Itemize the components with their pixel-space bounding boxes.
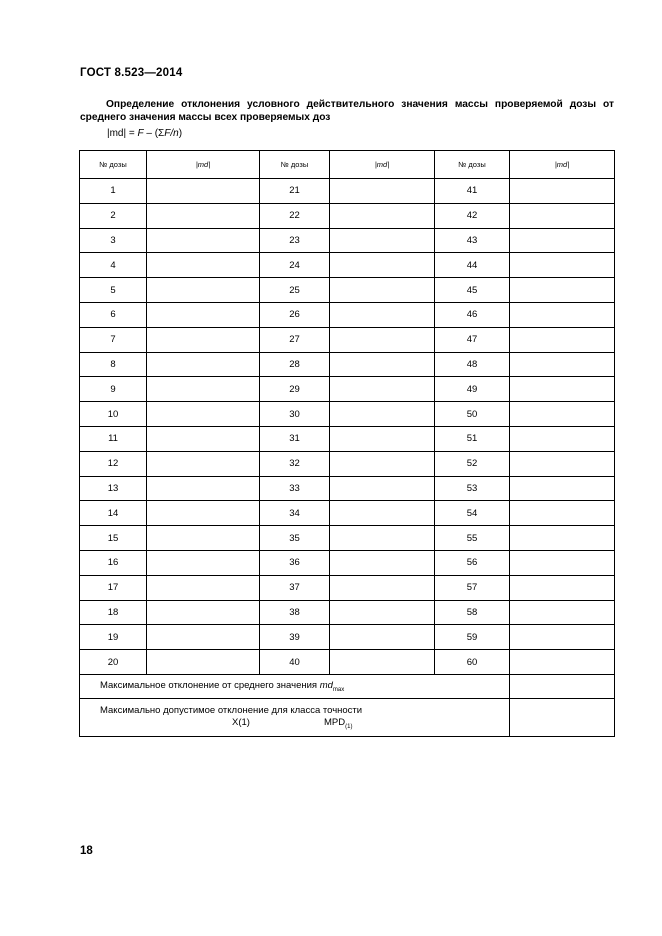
dose-number: 33 [260,476,330,501]
formula-fn: F/n [164,128,179,139]
dose-number: 30 [260,402,330,427]
dose-number: 46 [435,302,510,327]
header-dose-no: № дозы [260,151,330,179]
md-value-cell[interactable] [510,526,615,551]
md-value-cell[interactable] [510,600,615,625]
md-value-cell[interactable] [330,228,435,253]
md-value-cell[interactable] [330,426,435,451]
md-value-cell[interactable] [147,228,260,253]
table-row [80,501,615,526]
intro-paragraph [80,98,614,124]
mpd-class-code: X(1) [232,716,250,728]
md-value-cell[interactable] [330,352,435,377]
md-value-cell[interactable] [330,650,435,675]
md-sub: max [332,686,345,693]
dose-number: 56 [435,550,510,575]
dose-number: 19 [80,625,147,650]
dose-number: 49 [435,377,510,402]
mpd-line-1: Максимально допустимое отклонение для класса точности [100,704,363,716]
document-header: ГОСТ 8.523—2014 [80,67,183,79]
md-value-cell[interactable] [510,451,615,476]
md-value-cell[interactable] [147,278,260,303]
md-value-cell[interactable] [510,402,615,427]
dose-number: 14 [80,501,147,526]
md-value-cell[interactable] [147,501,260,526]
md-value-cell[interactable] [510,550,615,575]
dose-number: 31 [260,426,330,451]
md-value-cell[interactable] [510,352,615,377]
md-value-cell[interactable] [147,575,260,600]
dose-number: 1 [80,179,147,204]
table-row [80,352,615,377]
dose-number: 35 [260,526,330,551]
dose-number: 34 [260,501,330,526]
dose-number: 41 [435,179,510,204]
md-symbol: md [319,679,333,691]
dose-number: 4 [80,253,147,278]
formula-minus: – (Σ [143,128,165,139]
md-value-cell[interactable] [147,253,260,278]
md-value-cell[interactable] [330,179,435,204]
dose-number: 59 [435,625,510,650]
dose-number: 57 [435,575,510,600]
dose-number: 8 [80,352,147,377]
table-row [80,179,615,204]
md-value-cell[interactable] [330,377,435,402]
dose-number: 32 [260,451,330,476]
md-value-cell[interactable] [510,476,615,501]
dose-number: 52 [435,451,510,476]
md-value-cell[interactable] [510,650,615,675]
table-row [80,327,615,352]
md-value-cell[interactable] [330,550,435,575]
dose-number: 28 [260,352,330,377]
mpd-label-text: MPD [324,716,346,728]
md-value-cell[interactable] [330,253,435,278]
md-value-cell[interactable] [147,600,260,625]
md-value-cell[interactable] [147,302,260,327]
dose-number: 54 [435,501,510,526]
dose-number: 55 [435,526,510,551]
table-row [80,253,615,278]
dose-number: 22 [260,203,330,228]
md-value-cell[interactable] [147,625,260,650]
md-value-cell[interactable] [330,625,435,650]
max-deviation-row [80,674,615,698]
md-value-cell[interactable] [510,327,615,352]
dose-number: 5 [80,278,147,303]
dose-number: 15 [80,526,147,551]
header-dose-no: № дозы [80,151,147,179]
table-row [80,377,615,402]
dose-number: 43 [435,228,510,253]
md-value-cell[interactable] [510,179,615,204]
dose-number: 45 [435,278,510,303]
md-value-cell[interactable] [330,203,435,228]
table-header-row [80,151,615,179]
md-value-cell[interactable] [147,402,260,427]
dose-deviation-table [79,150,615,737]
max-deviation-value-cell[interactable] [510,674,615,698]
table-row [80,402,615,427]
dose-number: 16 [80,550,147,575]
header-dose-no: № дозы [435,151,510,179]
dose-number: 36 [260,550,330,575]
md-value-cell[interactable] [510,377,615,402]
formula-left: |md| = [107,128,138,139]
dose-number: 13 [80,476,147,501]
dose-number: 38 [260,600,330,625]
md-value-cell[interactable] [510,203,615,228]
md-value-cell[interactable] [147,179,260,204]
intro-line-1: Определение отклонения условного действительного значения массы проверяемой дозы от [106,99,614,110]
mpd-line-2 [100,717,509,730]
mpd-row [80,698,615,736]
md-value-cell[interactable] [147,451,260,476]
table-row [80,476,615,501]
table-row [80,526,615,551]
md-value-cell[interactable] [330,451,435,476]
md-value-cell[interactable] [510,575,615,600]
dose-number: 11 [80,426,147,451]
mpd-label [80,698,510,736]
md-value-cell[interactable] [147,526,260,551]
dose-number: 42 [435,203,510,228]
max-deviation-label [80,674,510,698]
md-value-cell[interactable] [147,377,260,402]
md-value-cell[interactable] [510,501,615,526]
md-value-cell[interactable] [510,302,615,327]
table-row [80,426,615,451]
md-value-cell[interactable] [330,575,435,600]
table-row [80,600,615,625]
md-value-cell[interactable] [510,426,615,451]
md-value-cell[interactable] [147,650,260,675]
dose-number: 2 [80,203,147,228]
formula [107,128,182,139]
dose-number: 25 [260,278,330,303]
table-row [80,451,615,476]
md-value-cell[interactable] [147,426,260,451]
table-row [80,302,615,327]
md-value-cell[interactable] [330,600,435,625]
md-value-cell[interactable] [510,625,615,650]
table-body [80,179,615,675]
dose-number: 6 [80,302,147,327]
dose-number: 53 [435,476,510,501]
page-number: 18 [80,845,93,857]
md-value-cell[interactable] [330,402,435,427]
dose-number: 40 [260,650,330,675]
dose-number: 21 [260,179,330,204]
md-value-cell[interactable] [330,501,435,526]
formula-f: F [137,128,144,139]
dose-number: 12 [80,451,147,476]
md-value-cell[interactable] [330,302,435,327]
dose-number: 26 [260,302,330,327]
table-row [80,228,615,253]
dose-number: 47 [435,327,510,352]
dose-number: 24 [260,253,330,278]
header-md: |md| [510,151,615,179]
formula-close: ) [178,128,183,139]
table-row [80,550,615,575]
md-value-cell[interactable] [330,278,435,303]
md-value-cell[interactable] [330,476,435,501]
dose-number: 39 [260,625,330,650]
header-md: |md| [147,151,260,179]
header-md: |md| [330,151,435,179]
dose-number: 7 [80,327,147,352]
dose-number: 20 [80,650,147,675]
dose-number: 51 [435,426,510,451]
md-value-cell[interactable] [330,526,435,551]
dose-number: 50 [435,402,510,427]
dose-number: 17 [80,575,147,600]
dose-number: 37 [260,575,330,600]
md-value-cell[interactable] [147,550,260,575]
dose-number: 29 [260,377,330,402]
dose-number: 10 [80,402,147,427]
dose-number: 48 [435,352,510,377]
md-value-cell[interactable] [510,278,615,303]
mpd-sub: (1) [345,723,353,730]
intro-line-2: среднего значения массы всех проверяемых доз [80,112,331,123]
dose-number: 18 [80,600,147,625]
max-deviation-text: Максимальное отклонение от среднего значения [100,679,320,691]
md-value-cell[interactable] [147,203,260,228]
dose-number: 44 [435,253,510,278]
table-row [80,625,615,650]
mpd-value-cell[interactable] [510,698,615,736]
table-row [80,575,615,600]
table-row [80,278,615,303]
dose-number: 58 [435,600,510,625]
md-value-cell[interactable] [510,228,615,253]
dose-number: 23 [260,228,330,253]
dose-number: 60 [435,650,510,675]
md-value-cell[interactable] [147,476,260,501]
md-value-cell[interactable] [510,253,615,278]
md-value-cell[interactable] [330,327,435,352]
dose-number: 3 [80,228,147,253]
dose-number: 27 [260,327,330,352]
dose-number: 9 [80,377,147,402]
table-row [80,203,615,228]
md-value-cell[interactable] [147,327,260,352]
md-value-cell[interactable] [147,352,260,377]
table-row [80,650,615,675]
